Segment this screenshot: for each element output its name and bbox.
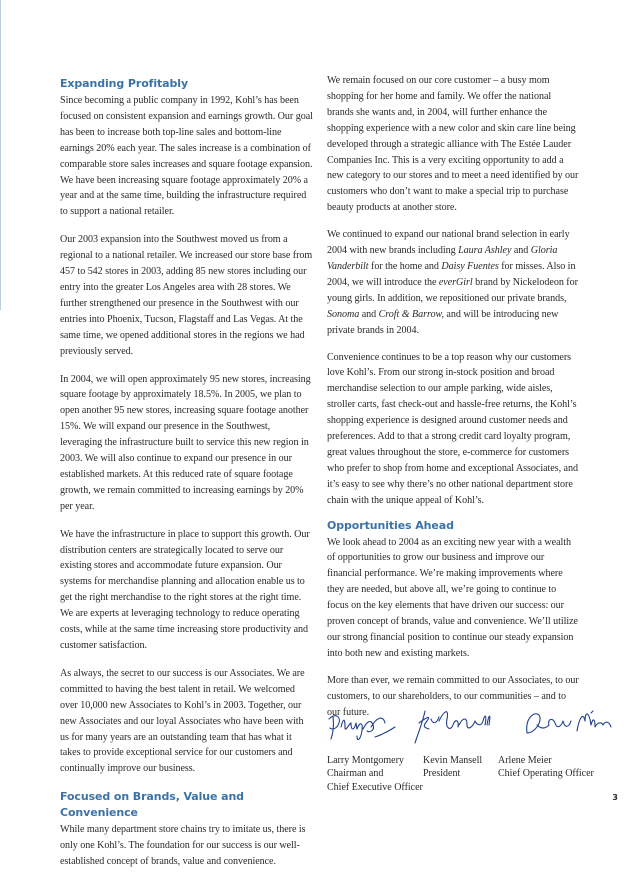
heading-opportunities-ahead: Opportunities Ahead [327,518,454,532]
signer-name: Larry Montgomery [327,755,404,766]
left-column [60,76,313,882]
signature-kevin-mansell [415,711,490,743]
signer-name: Kevin Mansell [423,755,483,766]
brand-name: everGirl [438,276,473,288]
paragraph: As always, the secret to our success is our Associates. We are committed to having the best talent in retail. We welcomed over 10,000 new Associates to Kohl’s in 2003. Together, our new Associates and our loyal Associates who have been with us for many years are an outstanding team that has what it takes to provide exceptional service for our customers and continually improve our business. [60,667,305,775]
paragraph: Since becoming a public company in 1992, Kohl’s has been focused on consistent expansion and earnings growth. Our goal has been to increase both top-line sales and bottom-line earnings 20% each year. The sales increase is a combination of comparable store sales increases and square footage expansion. We have been increasing square footage approximately 20% a year and at the same time, building the infrastructure required to support a national retailer. [60,95,313,218]
brand-name: Gloria Vanderbilt [327,245,558,272]
paragraph: Convenience continues to be a top reason why our customers love Kohl’s. From our strong in-stock position and broad merchandise selection to our ample parking, wide aisles, stroller carts, fast check-out and hassle-free returns, the Kohl’s shopping experience is designed around customer needs and preferences. Add to that a strong credit card loyalty program, great values throughout the store, e-commerce for customers who prefer to shop from home and exceptional Associates, and it’s easy to see why there’s no other national department store chain with the unique appeal of Kohl’s. [327,351,578,506]
paragraph: While many department store chains try to imitate us, there is only one Kohl’s. The foundation for our success is our well-established concept of brands, value and convenience. [60,824,306,868]
heading-brands-value-convenience: Focused on Brands, Value and Convenience [60,790,244,820]
paragraph: Our 2003 expansion into the Southwest moved us from a regional to a national retailer. We increased our store base from 457 to 542 stores in 2003, adding 85 new stores including our entry into the greater Los Angeles area with 28 stores. We further strengthened our presence in the Southwest with our entries into Phoenix, Tucson, Flagstaff and Las Vegas. At the same time, we opened additional stores in the regions we had previously served. [60,234,313,357]
signer-block [498,754,594,781]
brand-name: Daisy Fuentes [441,260,499,272]
brand-name: Croft & Barrow, [378,308,444,320]
signer-title: Chief Operating Officer [498,768,594,780]
paragraph: In 2004, we will open approximately 95 new stores, increasing square footage by approximately 18.5%. In 2005, we plan to open another 95 new stores, increasing square footage another 15%. We will expand our presence in the Southwest, leveraging the infrastructure built to service this new region in 2003. We will also continue to expand our presence in our established markets. At this reduced rate of square footage growth, we remain committed to increasing earnings by 20% per year. [60,373,311,512]
signature-arlene-meier [527,711,611,733]
page-number: 3 [612,793,618,802]
brand-name: Sonoma [327,308,360,320]
page-edge-rule [0,0,1,310]
signer-block [327,754,423,794]
paragraph: More than ever, we remain committed to our Associates, to our customers, to our shareholders, to our communities – and to our future. [327,674,579,718]
paragraph: We remain focused on our core customer – a busy mom shopping for her home and family. We offer the national brands she wants and, in 2004, will further enhance the shopping experience with a new color and skin care line being developed through a strategic alliance with The Estée Lauder Companies Inc. This is a very exciting opportunity to add a new category to our stores and to meet a need identified by our customers who don’t want to make a special trip to purchase beauty products at another store. [327,75,579,214]
signature-larry-montgomery [329,716,395,740]
heading-expanding-profitably: Expanding Profitably [60,77,189,90]
signatures [327,703,617,751]
paragraph: We look ahead to 2004 as an exciting new year with a wealth of opportunities to grow our business and improve our financial performance. We’re making improvements where they are needed, but above all, we’re going to continue to focus on the key elements that have driven our success: our proven concept of brands, value and convenience. We’ll utilize our strong financial position to continue our steady expansion into both new and existing markets. [327,536,578,659]
signer-title: Chairman and [327,768,384,780]
signer-title: Chief Executive Officer [327,781,423,793]
paragraph-brand-selection: We continued to expand our national brand selection in early 2004 with new brands including Laura Ashley and Gloria Vanderbilt for the home and Daisy Fuentes for misses. Also in 2004, we will introduce the everGirl brand by Nickelodeon for young girls. In addition, we repositioned our private brands, Sonoma and Croft & Barrow, and will be introducing new private brands in 2004. [327,229,578,336]
signer-title: President [423,768,461,780]
brand-name: Laura Ashley [458,245,512,257]
signer-name: Arlene Meier [498,755,552,766]
signer-block [423,754,482,781]
paragraph: We have the infrastructure in place to support this growth. Our distribution centers are strategically located to serve our existing stores and accommodate future expansion. Our systems for merchandise planning and allocation enable us to get the right merchandise to the right stores at the right time. We are experts at leveraging technology to reduce operating costs, while at the same time increasing store productivity and customer satisfaction. [60,528,310,651]
right-column [327,73,580,732]
